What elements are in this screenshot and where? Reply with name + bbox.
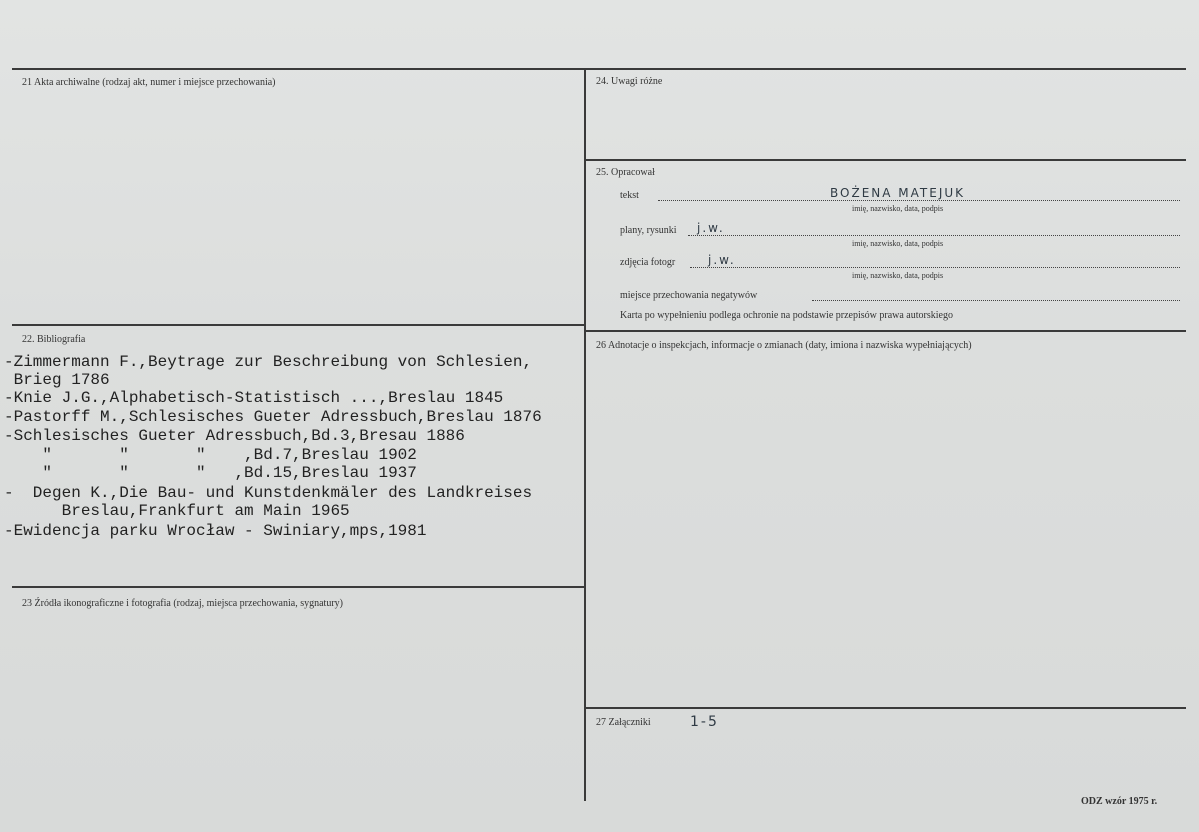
plany-label: plany, rysunki: [620, 225, 677, 236]
section-26-label: 26 Adnotacje o inspekcjach, informacje o zmianach (daty, imiona i nazwiska wypełniających): [596, 340, 972, 351]
bibliography-entry: - Degen K.,Die Bau- und Kunstdenkmäler des Landkreises: [4, 484, 533, 502]
top-rule: [12, 68, 1186, 70]
section-26-rule: [586, 330, 1186, 332]
bibliography-entry: -Pastorff M.,Schlesisches Gueter Adressbuch,Breslau 1876: [4, 408, 542, 426]
bibliography-entry: " " " ,Bd.15,Breslau 1937: [4, 464, 417, 482]
plany-value: j.w.: [697, 221, 725, 235]
section-22-rule: [12, 324, 584, 326]
plany-caption: imię, nazwisko, data, podpis: [852, 239, 944, 248]
zdjecia-value: j.w.: [708, 253, 736, 267]
section-24-label: 24. Uwagi różne: [596, 76, 663, 87]
section-25-label: 25. Opracował: [596, 167, 655, 178]
tekst-line: [658, 200, 1180, 201]
form-footer: ODZ wzór 1975 r.: [1081, 796, 1158, 807]
negatywy-line: [812, 300, 1180, 301]
bibliography-entry: Brieg 1786: [4, 371, 110, 389]
section-27-rule: [586, 707, 1186, 709]
section-21-label: 21 Akta archiwalne (rodzaj akt, numer i miejsce przechowania): [22, 77, 276, 88]
bibliography-entry: -Schlesisches Gueter Adressbuch,Bd.3,Bresau 1886: [4, 427, 465, 445]
section-22-label: 22. Bibliografia: [22, 334, 86, 345]
zdjecia-line: [690, 267, 1180, 268]
bibliography-entry: -Knie J.G.,Alphabetisch-Statistisch ...,Breslau 1845: [4, 389, 504, 407]
tekst-label: tekst: [620, 190, 639, 201]
section-27-value: 1-5: [690, 714, 719, 730]
zdjecia-label: zdjęcia fotogr: [620, 257, 676, 268]
tekst-value: BOŻENA MATEJUK: [830, 186, 966, 200]
copyright-note: Karta po wypełnieniu podlega ochronie na podstawie przepisów prawa autorskiego: [620, 310, 953, 321]
section-23-label: 23 Źródła ikonograficzne i fotografia (rodzaj, miejsca przechowania, sygnatury): [22, 598, 343, 609]
bibliography-entry: -Zimmermann F.,Beytrage zur Beschreibung von Schlesien,: [4, 353, 533, 371]
column-divider: [584, 68, 586, 801]
bibliography-entry: Breslau,Frankfurt am Main 1965: [4, 502, 350, 520]
bibliography-entry: " " " ,Bd.7,Breslau 1902: [4, 446, 417, 464]
section-25-rule: [586, 159, 1186, 161]
bibliography-entry: -Ewidencja parku Wrocław - Swiniary,mps,1981: [4, 522, 427, 540]
tekst-caption: imię, nazwisko, data, podpis: [852, 204, 944, 213]
section-27-label: 27 Załączniki: [596, 717, 651, 728]
section-23-rule: [12, 586, 584, 588]
plany-line: [688, 235, 1180, 236]
zdjecia-caption: imię, nazwisko, data, podpis: [852, 271, 944, 280]
negatywy-label: miejsce przechowania negatywów: [620, 290, 758, 301]
